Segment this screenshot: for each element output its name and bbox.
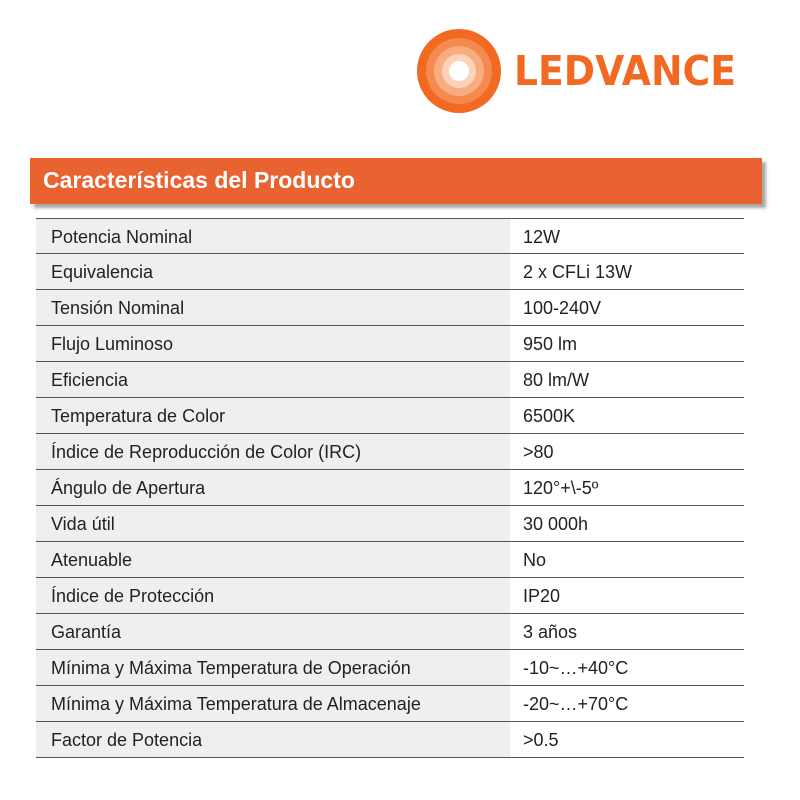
spec-value: 950 lm <box>523 334 578 354</box>
spec-row <box>36 254 744 290</box>
spec-label-cell <box>36 398 510 433</box>
spec-label: Flujo Luminoso <box>51 334 174 354</box>
spec-value: 6500K <box>523 406 576 426</box>
spec-label: Índice de Reproducción de Color (IRC) <box>51 442 362 462</box>
brand-name: LEDVANCE <box>514 46 736 95</box>
spec-row <box>36 398 744 434</box>
spec-value-cell <box>510 470 744 505</box>
spec-label: Tensión Nominal <box>51 298 185 318</box>
spec-value: No <box>523 550 547 570</box>
spec-label: Eficiencia <box>51 370 129 390</box>
spec-row <box>36 614 744 650</box>
ledvance-sun-icon <box>416 28 502 114</box>
spec-row <box>36 218 744 254</box>
spec-value: 120°+\-5º <box>523 478 599 498</box>
ledvance-logo <box>416 28 755 114</box>
spec-label: Garantía <box>51 622 122 642</box>
spec-value-cell <box>510 578 744 613</box>
spec-label-cell <box>36 542 510 577</box>
spec-value-cell <box>510 290 744 325</box>
spec-value-cell <box>510 506 744 541</box>
spec-value: >0.5 <box>523 730 559 750</box>
spec-label-cell <box>36 650 510 685</box>
spec-value-cell <box>510 542 744 577</box>
spec-value: 30 000h <box>523 514 589 534</box>
spec-label: Mínima y Máxima Temperatura de Operación <box>51 658 411 678</box>
spec-value: 3 años <box>523 622 578 642</box>
spec-value: 80 lm/W <box>523 370 590 390</box>
spec-value: -20~…+70°C <box>523 694 629 714</box>
spec-row <box>36 290 744 326</box>
spec-label: Atenuable <box>51 550 133 570</box>
spec-label: Ángulo de Apertura <box>51 478 206 498</box>
spec-row <box>36 578 744 614</box>
spec-label: Temperatura de Color <box>51 406 226 426</box>
spec-value-cell <box>510 254 744 289</box>
spec-value-cell <box>510 326 744 361</box>
spec-row <box>36 650 744 686</box>
spec-label-cell <box>36 434 510 469</box>
spec-row <box>36 470 744 506</box>
spec-value-cell <box>510 650 744 685</box>
spec-label: Índice de Protección <box>51 586 215 606</box>
spec-row <box>36 362 744 398</box>
spec-label: Potencia Nominal <box>51 227 193 247</box>
spec-value: -10~…+40°C <box>523 658 629 678</box>
spec-row <box>36 686 744 722</box>
spec-label-cell <box>36 254 510 289</box>
spec-value: 2 x CFLi 13W <box>523 262 633 282</box>
spec-value-cell <box>510 614 744 649</box>
spec-label-cell <box>36 722 510 757</box>
spec-value-cell <box>510 686 744 721</box>
section-header <box>30 158 762 204</box>
spec-row <box>36 326 744 362</box>
spec-value-cell <box>510 434 744 469</box>
spec-label: Mínima y Máxima Temperatura de Almacenaje <box>51 694 421 714</box>
spec-label: Equivalencia <box>51 262 154 282</box>
spec-table <box>36 218 744 758</box>
spec-value: >80 <box>523 442 554 462</box>
spec-value: 12W <box>523 227 561 247</box>
spec-label: Factor de Potencia <box>51 730 203 750</box>
spec-label-cell <box>36 578 510 613</box>
spec-value-cell <box>510 398 744 433</box>
spec-value: 100-240V <box>523 298 602 318</box>
spec-value-cell <box>510 362 744 397</box>
spec-value-cell <box>510 722 744 757</box>
spec-row <box>36 506 744 542</box>
spec-label-cell <box>36 614 510 649</box>
spec-row <box>36 434 744 470</box>
spec-label-cell <box>36 470 510 505</box>
spec-label-cell <box>36 219 510 253</box>
spec-label-cell <box>36 686 510 721</box>
spec-value-cell <box>510 219 744 253</box>
spec-label-cell <box>36 290 510 325</box>
spec-value: IP20 <box>523 586 561 606</box>
section-title: Características del Producto <box>43 167 355 193</box>
spec-label-cell <box>36 506 510 541</box>
spec-label: Vida útil <box>51 514 115 534</box>
spec-label-cell <box>36 326 510 361</box>
spec-label-cell <box>36 362 510 397</box>
spec-row <box>36 542 744 578</box>
spec-row <box>36 722 744 758</box>
